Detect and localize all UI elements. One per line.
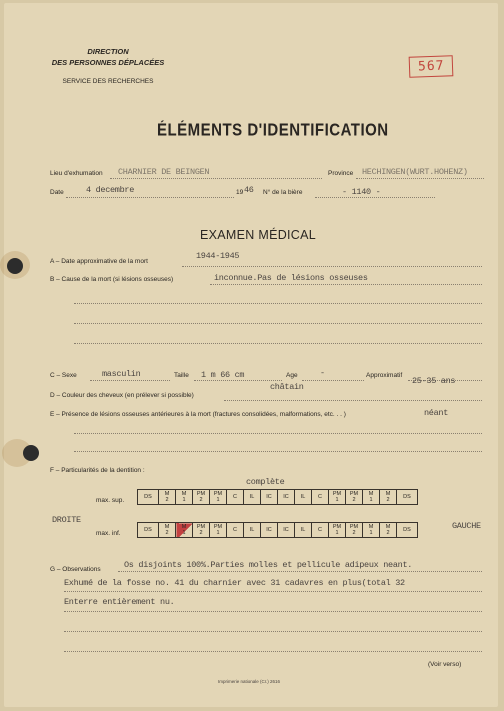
date-label: Date: [50, 189, 64, 196]
dotted-line: [64, 631, 482, 632]
sexe-value: masculin: [102, 369, 141, 379]
tooth-cell: M 1: [363, 523, 380, 538]
archive-stamp: 567: [409, 55, 454, 78]
tooth-cell: IC: [261, 523, 278, 538]
document-sheet: [4, 3, 498, 707]
max-sup-label: max. sup.: [96, 497, 125, 504]
year-prefix: 19: [236, 189, 244, 196]
tooth-cell: M 1: [363, 490, 380, 505]
dotted-line: [74, 451, 482, 452]
tooth-cell: M 2: [380, 490, 397, 505]
tooth-cell: PM 2: [346, 490, 363, 505]
tooth-cell: PM 1: [210, 490, 227, 505]
dotted-line: [74, 433, 482, 434]
observation-line1: Os disjoints 100%.Parties molles et pellicule adipeux neant.: [124, 560, 413, 570]
taille-value: 1 m 66 cm: [201, 370, 245, 380]
year-value: 46: [244, 185, 254, 195]
dotted-line: [66, 197, 234, 198]
tooth-cell: PM 1: [329, 490, 346, 505]
province-label: Province: [328, 170, 354, 177]
field-g-label: G – Observations: [50, 566, 101, 573]
field-c-label: C – Sexe: [50, 372, 77, 379]
dotted-line: [64, 651, 482, 652]
printer-imprint: Imprimerie nationale (Cr.) 2616: [218, 679, 281, 684]
tooth-cell: IC: [278, 490, 295, 505]
field-f-label: F – Particularités de la dentition :: [50, 467, 145, 474]
tooth-cell: DS: [138, 523, 159, 538]
tooth-cell: DS: [138, 490, 159, 505]
field-d-label: D – Couleur des cheveux (en prélever si possible): [50, 392, 194, 399]
approx-value: 25-35 ans: [412, 376, 456, 386]
age-value: -: [320, 368, 325, 378]
dotted-line: [356, 178, 484, 179]
dotted-line: [74, 303, 482, 304]
tooth-cell: M 1: [176, 490, 193, 505]
tooth-cell: IC: [278, 523, 295, 538]
dotted-line: [302, 380, 364, 381]
approx-label: Approximatif: [366, 372, 403, 379]
examen-title: EXAMEN MÉDICAL: [200, 228, 317, 242]
lieu-value: CHARNIER DE BEINGEN: [118, 167, 210, 177]
observation-line3: Enterre entièrement nu.: [64, 597, 175, 607]
field-b-value: inconnue.Pas de lésions osseuses: [214, 273, 368, 283]
tooth-cell: IL: [295, 490, 312, 505]
taille-label: Taille: [174, 372, 189, 379]
dotted-line: [110, 178, 322, 179]
dotted-line: [74, 323, 482, 324]
field-b-label: B – Cause de la mort (si lésions osseuses): [50, 276, 174, 283]
tooth-cell: DS: [397, 490, 418, 505]
dotted-line: [210, 284, 482, 285]
dotted-line: [118, 571, 482, 572]
punch-hole-bottom: [23, 445, 39, 461]
gauche-label: GAUCHE: [452, 521, 481, 531]
field-e-label: E – Présence de lésions osseuses antérieures à la mort (fractures consolidées, malformations, etc. . . ): [50, 411, 346, 418]
dotted-line: [64, 591, 482, 592]
tooth-cell: C: [312, 523, 329, 538]
tooth-cell: IL: [244, 523, 261, 538]
tooth-cell: C: [312, 490, 329, 505]
tooth-cell: M 2: [380, 523, 397, 538]
dotted-line: [315, 197, 435, 198]
dotted-line: [74, 343, 482, 344]
max-inf-label: max. inf.: [96, 530, 121, 537]
tooth-cell: PM 2: [346, 523, 363, 538]
dotted-line: [64, 611, 482, 612]
field-a-label: A – Date approximative de la mort: [50, 258, 148, 265]
tooth-cell: DS: [397, 523, 418, 538]
droite-label: DROITE: [52, 515, 81, 525]
field-f-value: complète: [246, 477, 285, 487]
field-a-value: 1944-1945: [196, 251, 240, 261]
tooth-cell: M 1: [176, 523, 193, 538]
dotted-line: [224, 400, 482, 401]
tooth-cell: PM 2: [193, 490, 210, 505]
province-value: HECHINGEN(WURT.HOHENZ): [362, 167, 468, 177]
tooth-cell: IC: [261, 490, 278, 505]
observation-line2: Exhumé de la fosse no. 41 du charnier avec 31 cadavres en plus(total 32: [64, 578, 405, 588]
tooth-cell: M 2: [159, 523, 176, 538]
punch-hole-top: [7, 258, 23, 274]
tooth-cell: C: [227, 523, 244, 538]
header-service: SERVICE DES RECHERCHES: [62, 78, 154, 85]
biere-value: - 1140 -: [342, 187, 381, 197]
header-org-line1: DIRECTION: [87, 47, 129, 56]
date-value: 4 decembre: [86, 185, 135, 195]
field-e-value: néant: [424, 408, 449, 418]
voir-verso: (Voir verso): [428, 661, 462, 668]
lieu-label: Lieu d'exhumation: [50, 170, 103, 177]
age-label: Age: [286, 372, 298, 379]
tooth-cell: IL: [244, 490, 261, 505]
dotted-line: [194, 380, 282, 381]
page-title: ÉLÉMENTS D'IDENTIFICATION: [157, 120, 389, 141]
dotted-line: [182, 266, 482, 267]
dental-chart-lower: [137, 522, 418, 538]
tooth-cell: PM 2: [193, 523, 210, 538]
dotted-line: [90, 380, 170, 381]
field-d-value: châtain: [270, 382, 304, 392]
biere-label: N° de la bière: [263, 189, 303, 196]
tooth-cell: PM 1: [329, 523, 346, 538]
tooth-cell: IL: [295, 523, 312, 538]
tooth-cell: C: [227, 490, 244, 505]
tooth-cell: M 2: [159, 490, 176, 505]
tooth-cell: PM 1: [210, 523, 227, 538]
dental-chart-upper: [137, 489, 418, 505]
header-org-line2: DES PERSONNES DÉPLACÉES: [51, 58, 165, 67]
